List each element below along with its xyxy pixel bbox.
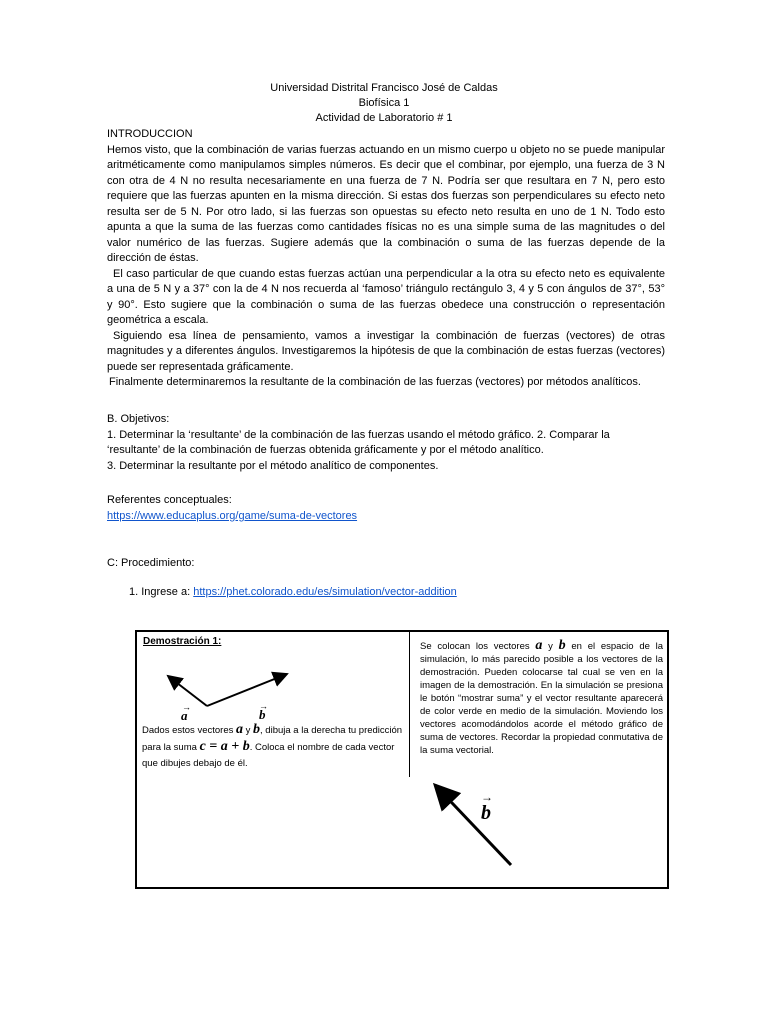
vector-a-label: a bbox=[181, 708, 188, 723]
big-vector-b-diagram bbox=[425, 777, 525, 877]
procedure-section bbox=[107, 556, 665, 572]
big-vector-b-arrow bbox=[435, 785, 511, 865]
inline-vector-a: a bbox=[236, 722, 243, 737]
objectives-heading: B. Objetivos: bbox=[107, 413, 170, 425]
university-name: Universidad Distrital Francisco José de Caldas bbox=[270, 82, 498, 94]
course-name: Biofísica 1 bbox=[358, 97, 410, 109]
objectives-line-1: 1. Determinar la ‘resultante’ de la combinación de las fuerzas usando el método gráfico. 2. Comparar la ‘resultante’ de la combinación de fuerzas obtenida gráficamente y por el método analítico. bbox=[107, 428, 610, 456]
objectives-section bbox=[107, 412, 665, 474]
procedure-heading: C: Procedimiento: bbox=[107, 557, 195, 569]
phet-link[interactable]: https://phet.colorado.edu/es/simulation/vector-addition bbox=[193, 586, 457, 598]
demo-divider bbox=[409, 632, 410, 777]
intro-section bbox=[107, 127, 665, 391]
vector-b-overarrow: → bbox=[259, 701, 268, 711]
intro-paragraph-2: El caso particular de que cuando estas fuerzas actúan una perpendicular a la otra su efecto neto es equivalente a una de 5 N y a 37° con la de 4 N nos recuerda al ‘famoso’ triángulo rectángulo 3, 4 y 5 con ángulos de 37°, 53° y 90°. Esto sugiere que la combinación o suma de las fuerzas obedece una construcción o representación geométrica a escala. bbox=[107, 267, 665, 326]
demo-explanation: Se colocan los vectores a y b en el espacio de la simulación, lo más parecido posible a los vectores de la demostración. Pueden colocarse tal cual se ven en la imagen de la demostración. En la simulación se presiona le botón “mostrar suma” y el vector resultante aparecerá de color verde en medio de la simulación. Moviendo los vectores acomodándolos acorde el método gráfico de suma de vectores. Recordar la propiedad conmutativa de la suma vectorial. bbox=[420, 638, 664, 756]
demo-figure bbox=[135, 630, 669, 889]
big-vector-b-label: b bbox=[481, 802, 491, 824]
inline-vector-b: b bbox=[253, 722, 261, 737]
educaplus-link[interactable]: https://www.educaplus.org/game/suma-de-vectores bbox=[107, 509, 358, 522]
vector-b-arrow bbox=[207, 674, 287, 706]
references-section bbox=[107, 493, 665, 524]
sum-equation: c = a + b bbox=[199, 739, 250, 754]
intro-paragraph-4: Finalmente determinaremos la resultante de la combinación de las fuerzas (vectores) por métodos analíticos. bbox=[109, 376, 641, 388]
objectives-line-2: 3. Determinar la resultante por el método analítico de componentes. bbox=[107, 459, 439, 472]
vectors-a-b-diagram bbox=[159, 670, 299, 722]
demo-instructions: Dados estos vectores a y b, dibuja a la derecha tu predicción para la suma c = a + b. Coloca el nombre de cada vector que dibujes debajo de él. bbox=[142, 722, 403, 769]
vector-b-label: b bbox=[259, 707, 266, 722]
intro-paragraph-3: Siguiendo esa línea de pensamiento, vamos a investigar la combinación de fuerzas (vectores) de otras magnitudes y a diferentes ángulos. Investigaremos la hipótesis de que la combinación de estas fuerzas (vectores) puede ser representada gráficamente. bbox=[107, 329, 665, 373]
inline-vector-a-right: a bbox=[535, 638, 543, 653]
activity-title: Actividad de Laboratorio # 1 bbox=[315, 112, 453, 124]
intro-paragraph-1: Hemos visto, que la combinación de varias fuerzas actuando en un mismo cuerpo u objeto no se puede manipular aritméticamente como manipulamos simples números. Es decir que el combinar, por ejemplo, una fuerza de 3 N con otra de 4 N no resulta necesariamente en una fuerza de 7 N. Podría ser que resultara en 7 N, pero esto requiere que las fuerzas apunten en la misma dirección. Si estas dos fuerzas son perpendiculares su efecto neto resulta ser de 5 N. Por otro lado, si las fuerzas son opuestas su efecto neto resulta en uno de 1 N. Todo esto apunta a que la suma de las fuerzas como cantidades físicas no es una simple suma de las magnitudes o del valor numérico de las fuerzas. Sugiere además que la combinación o suma de las fuerzas depende de la dirección de éstas. bbox=[107, 143, 665, 264]
intro-heading: INTRODUCCION bbox=[107, 128, 193, 140]
demo-title: Demostración 1: bbox=[143, 636, 222, 647]
big-vector-b-overarrow: → bbox=[481, 790, 493, 804]
step-1-prefix: 1. Ingrese a: bbox=[129, 586, 194, 598]
vector-a-overarrow: → bbox=[182, 702, 191, 712]
inline-vector-b-right: b bbox=[558, 638, 566, 653]
references-heading: Referentes conceptuales: bbox=[107, 494, 232, 506]
procedure-step-1 bbox=[129, 585, 687, 601]
